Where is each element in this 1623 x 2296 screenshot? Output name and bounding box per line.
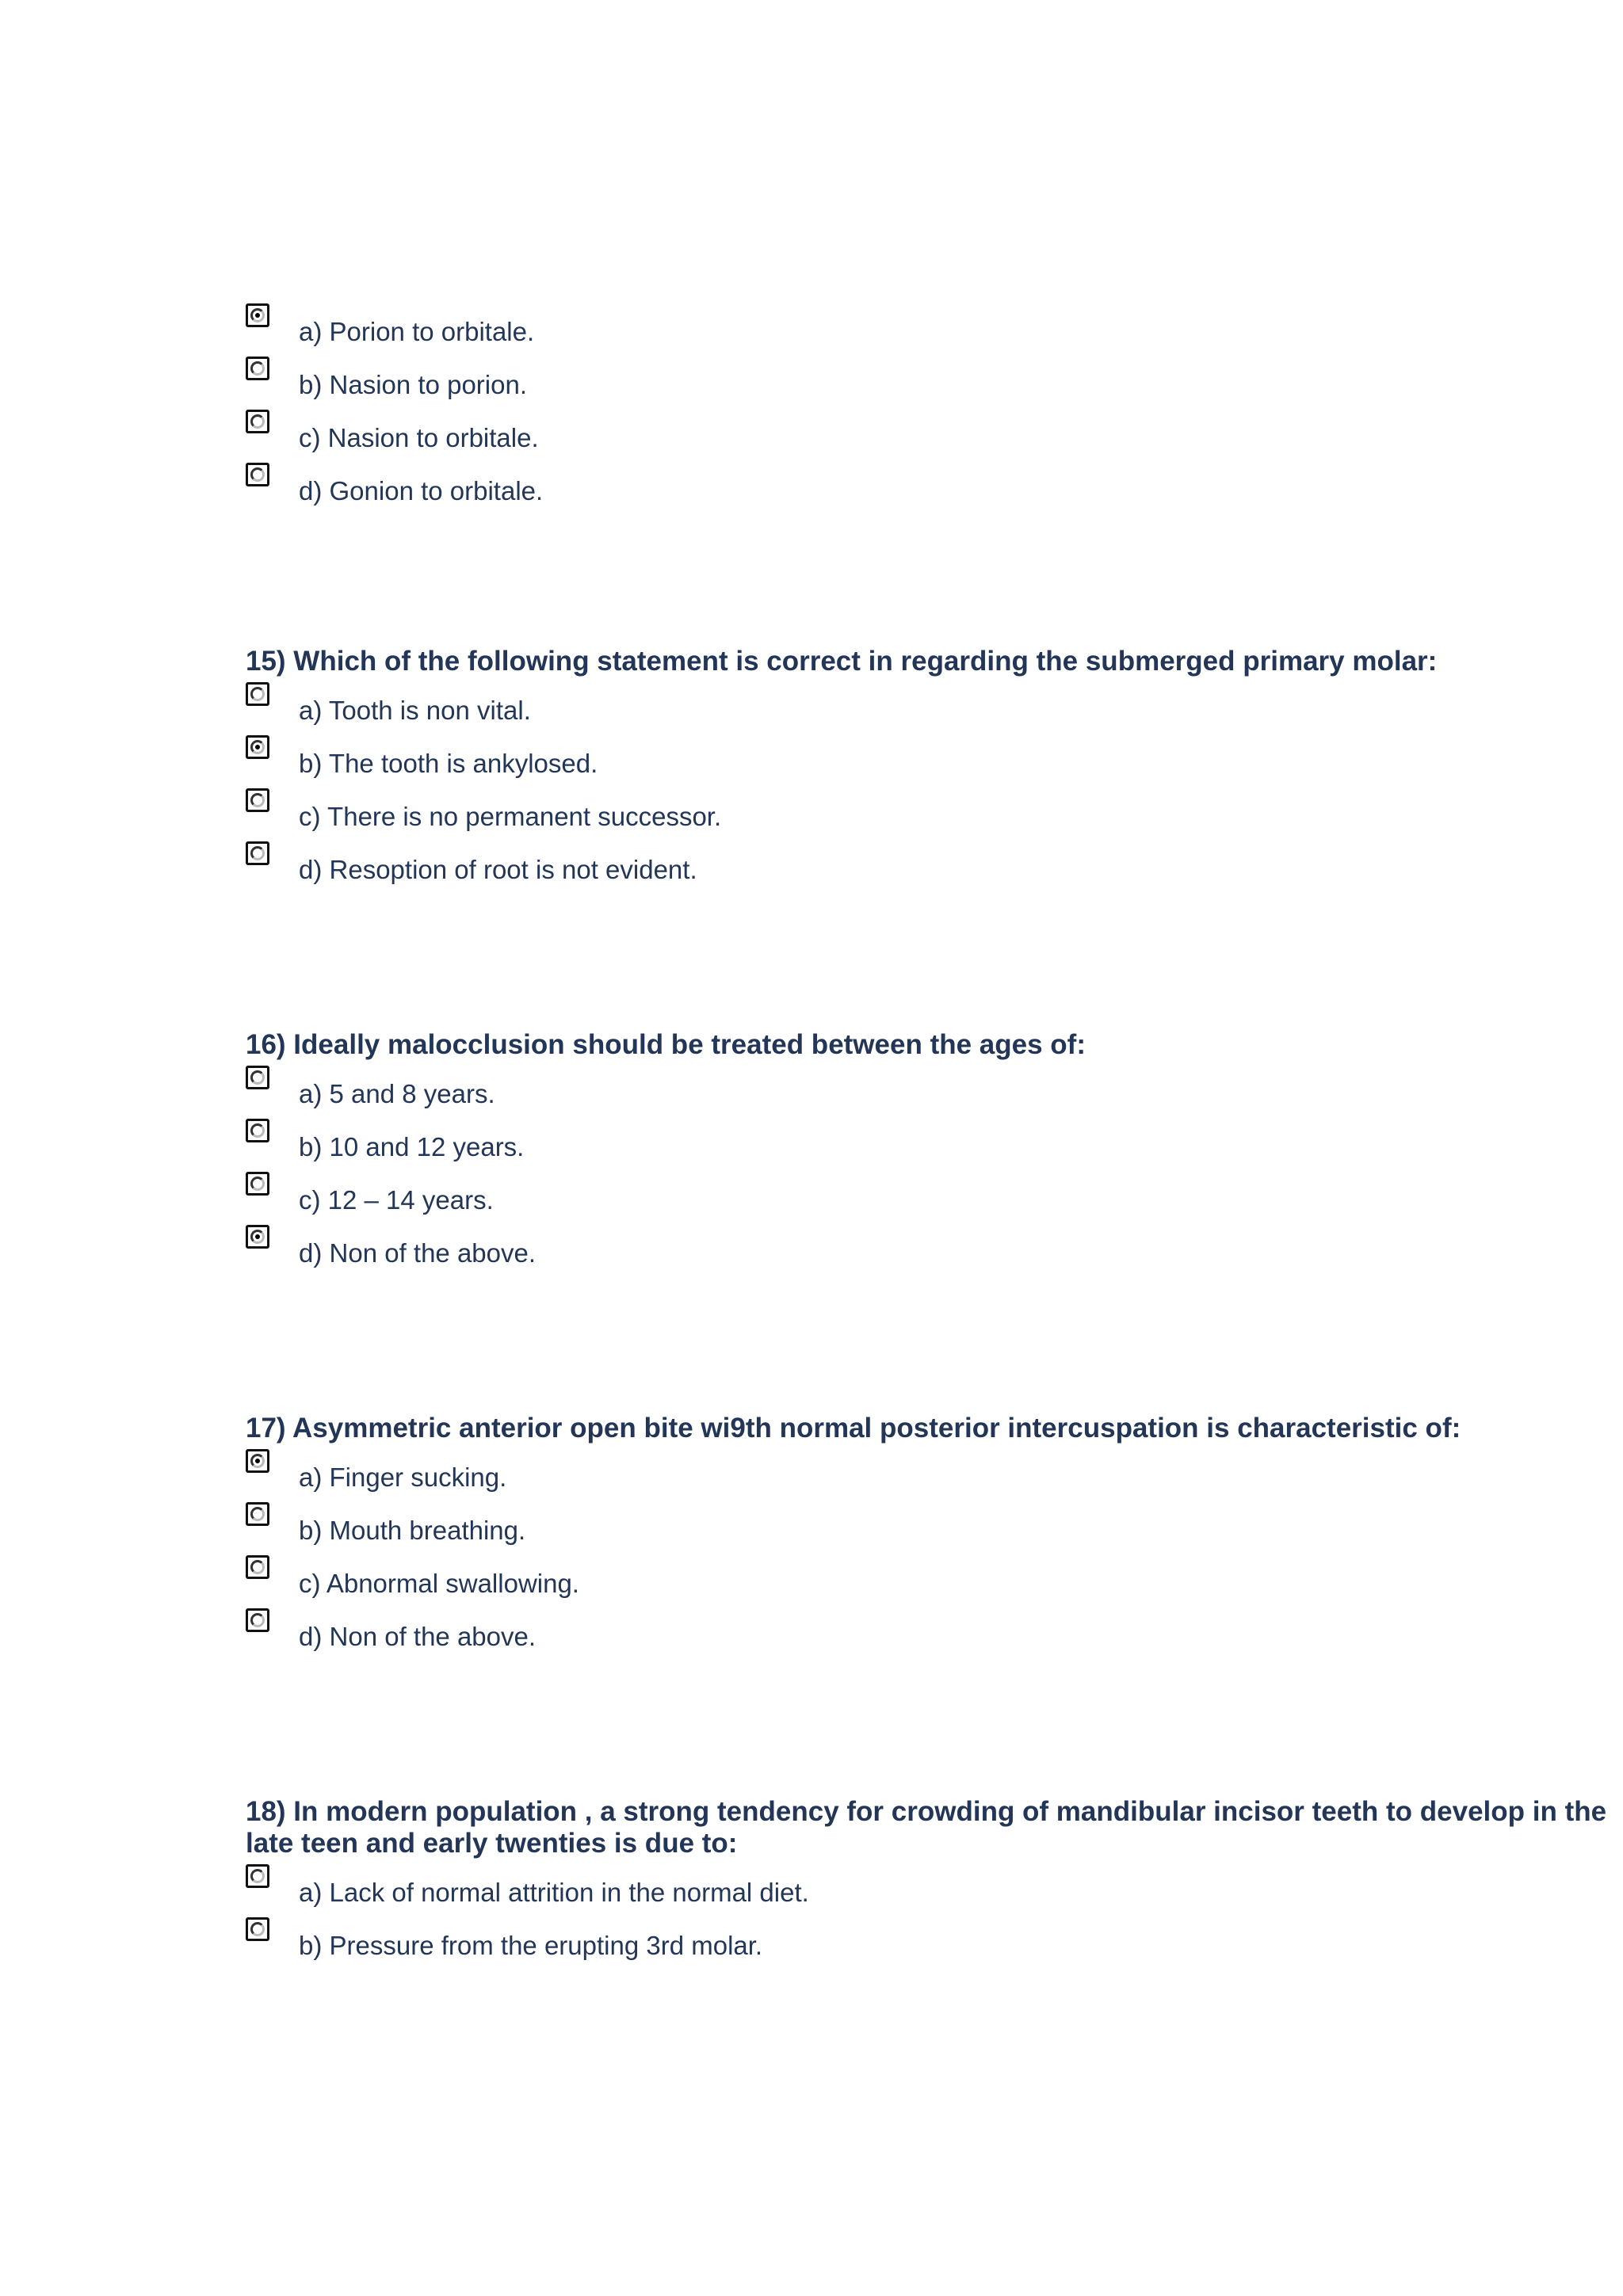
option-15d[interactable] xyxy=(246,841,1617,894)
radio-icon[interactable] xyxy=(246,1066,269,1089)
radio-icon[interactable] xyxy=(246,357,269,380)
radio-selected-icon[interactable] xyxy=(246,1449,269,1473)
option-label: b) Mouth breathing. xyxy=(299,1516,526,1545)
option-label: a) Porion to orbitale. xyxy=(299,317,535,346)
question-text: 16) Ideally malocclusion should be treated between the ages of: xyxy=(246,1029,1086,1060)
option-16d[interactable] xyxy=(246,1225,1617,1278)
radio-selected-icon[interactable] xyxy=(246,1225,269,1249)
option-label: d) Resoption of root is not evident. xyxy=(299,855,697,884)
option-17d[interactable] xyxy=(246,1608,1617,1661)
question-text: 15) Which of the following statement is correct in regarding the submerged primary molar: xyxy=(246,646,1438,677)
radio-icon[interactable] xyxy=(246,682,269,706)
question-18 xyxy=(246,1796,1617,1970)
option-label: c) Nasion to orbitale. xyxy=(299,423,539,452)
option-16c[interactable] xyxy=(246,1172,1617,1225)
option-label: b) 10 and 12 years. xyxy=(299,1132,525,1161)
option-17c[interactable] xyxy=(246,1555,1617,1608)
radio-icon[interactable] xyxy=(246,1917,269,1941)
option-18a[interactable] xyxy=(246,1864,1617,1917)
option-14c[interactable] xyxy=(246,410,1617,463)
option-17b[interactable] xyxy=(246,1502,1617,1555)
option-label: d) Non of the above. xyxy=(299,1238,537,1268)
option-label: c) Abnormal swallowing. xyxy=(299,1569,579,1598)
option-18b[interactable] xyxy=(246,1917,1617,1970)
option-14d[interactable] xyxy=(246,463,1617,516)
option-label: a) Tooth is non vital. xyxy=(299,696,531,725)
radio-icon[interactable] xyxy=(246,410,269,433)
option-15c[interactable] xyxy=(246,788,1617,841)
question-15 xyxy=(246,646,1617,894)
question-17 xyxy=(246,1413,1617,1661)
option-14b[interactable] xyxy=(246,357,1617,410)
option-label: a) 5 and 8 years. xyxy=(299,1079,495,1108)
radio-icon[interactable] xyxy=(246,1555,269,1579)
radio-icon[interactable] xyxy=(246,1119,269,1142)
question-16 xyxy=(246,1029,1617,1278)
option-label: b) Pressure from the erupting 3rd molar. xyxy=(299,1931,763,1960)
option-label: c) 12 – 14 years. xyxy=(299,1185,494,1215)
option-label: d) Non of the above. xyxy=(299,1622,537,1651)
option-label: c) There is no permanent successor. xyxy=(299,802,722,831)
radio-icon[interactable] xyxy=(246,1864,269,1888)
option-15a[interactable] xyxy=(246,682,1617,735)
radio-icon[interactable] xyxy=(246,841,269,865)
option-label: a) Finger sucking. xyxy=(299,1463,507,1492)
question-14 xyxy=(246,303,1617,516)
radio-icon[interactable] xyxy=(246,1502,269,1526)
option-label: a) Lack of normal attrition in the normal diet. xyxy=(299,1878,809,1907)
option-17a[interactable] xyxy=(246,1449,1617,1502)
option-14a[interactable] xyxy=(246,303,1617,357)
radio-icon[interactable] xyxy=(246,1172,269,1196)
radio-selected-icon[interactable] xyxy=(246,303,269,327)
option-16b[interactable] xyxy=(246,1119,1617,1172)
radio-icon[interactable] xyxy=(246,788,269,812)
option-label: b) Nasion to porion. xyxy=(299,370,527,399)
option-16a[interactable] xyxy=(246,1066,1617,1119)
question-text: 18) In modern population , a strong tendency for crowding of mandibular incisor teeth to develop in the late teen and early twenties is due to: xyxy=(246,1796,1607,1859)
radio-selected-icon[interactable] xyxy=(246,735,269,759)
option-label: b) The tooth is ankylosed. xyxy=(299,749,598,778)
radio-icon[interactable] xyxy=(246,463,269,486)
question-text: 17) Asymmetric anterior open bite wi9th normal posterior intercuspation is characteristic of: xyxy=(246,1413,1461,1444)
option-15b[interactable] xyxy=(246,735,1617,788)
option-label: d) Gonion to orbitale. xyxy=(299,476,544,505)
radio-icon[interactable] xyxy=(246,1608,269,1632)
